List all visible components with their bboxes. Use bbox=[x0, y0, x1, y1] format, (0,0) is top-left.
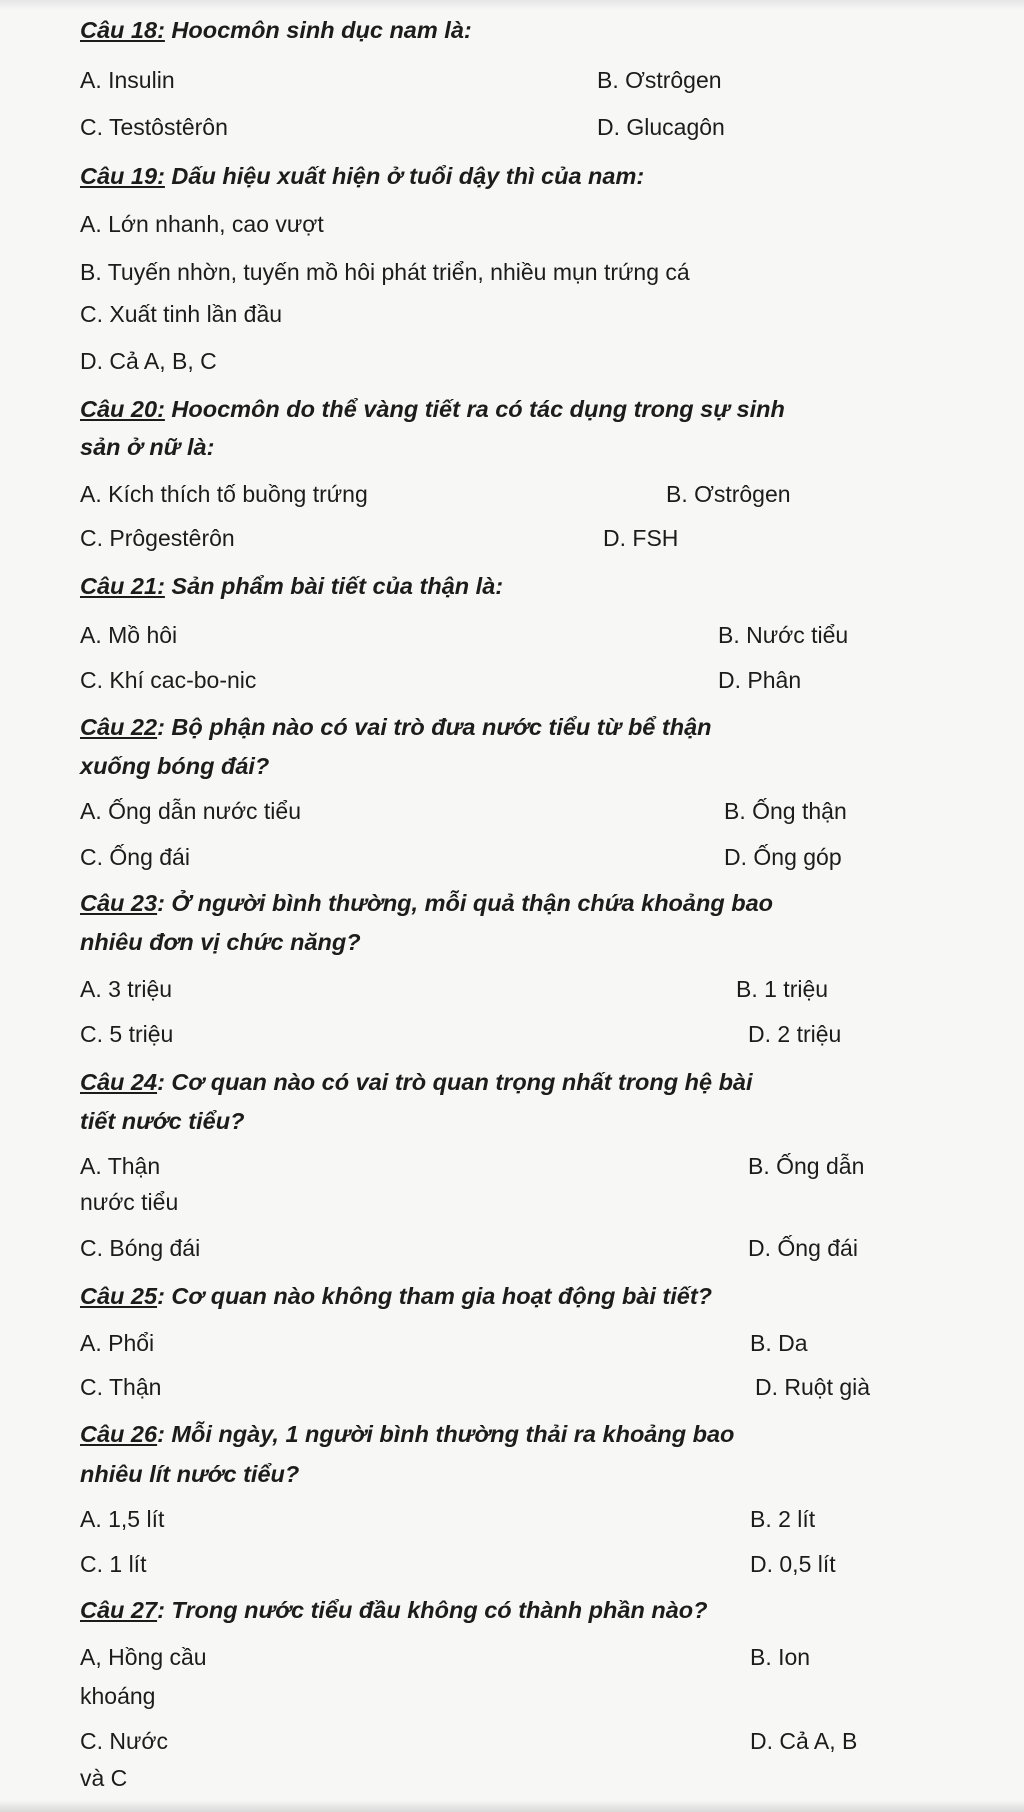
question-22 bbox=[80, 713, 712, 741]
question-19-text: Dấu hiệu xuất hiện ở tuổi dậy thì của nam: bbox=[164, 163, 645, 189]
q26-option-d: D. 0,5 lít bbox=[750, 1551, 836, 1577]
question-26-number: Câu 26 bbox=[80, 1421, 158, 1447]
question-19 bbox=[80, 162, 644, 190]
q27-option-b-continued: khoáng bbox=[80, 1683, 156, 1709]
q24-option-b: B. Ống dẫn bbox=[748, 1153, 865, 1179]
question-26 bbox=[80, 1420, 734, 1448]
q23-option-c: C. 5 triệu bbox=[80, 1021, 174, 1047]
q27-option-a: A, Hồng cầu bbox=[80, 1644, 207, 1670]
q27-option-d-continued: và C bbox=[80, 1765, 128, 1791]
q19-option-b: B. Tuyến nhờn, tuyến mồ hôi phát triển, nhiều mụn trứng cá bbox=[80, 259, 690, 285]
q24-option-c: C. Bóng đái bbox=[80, 1235, 201, 1261]
q19-option-d: D. Cả A, B, C bbox=[80, 348, 217, 374]
question-19-number: Câu 19: bbox=[80, 163, 165, 189]
question-24 bbox=[80, 1068, 753, 1096]
q23-option-b: B. 1 triệu bbox=[736, 976, 829, 1002]
question-26-text: : Mỗi ngày, 1 người bình thường thải ra khoảng bao bbox=[157, 1421, 735, 1447]
q24-option-b-continued: nước tiểu bbox=[80, 1189, 179, 1215]
q26-option-c: C. 1 lít bbox=[80, 1551, 147, 1577]
q18-option-a: A. Insulin bbox=[80, 67, 175, 93]
question-20-line-2: sản ở nữ là: bbox=[80, 434, 215, 460]
question-23 bbox=[80, 889, 773, 917]
q26-option-b: B. 2 lít bbox=[750, 1506, 816, 1532]
q21-option-a: A. Mồ hôi bbox=[80, 622, 178, 648]
q25-option-a: A. Phổi bbox=[80, 1330, 155, 1356]
q22-option-a: A. Ống dẫn nước tiểu bbox=[80, 798, 301, 824]
bottom-edge-shadow bbox=[0, 1800, 1024, 1812]
question-20-number: Câu 20: bbox=[80, 396, 165, 422]
question-24-text: : Cơ quan nào có vai trò quan trọng nhất trong hệ bài bbox=[157, 1069, 753, 1095]
q22-option-b: B. Ống thận bbox=[724, 798, 847, 824]
question-22-text: : Bộ phận nào có vai trò đưa nước tiểu từ bể thận bbox=[157, 714, 712, 740]
q24-option-a: A. Thận bbox=[80, 1153, 161, 1179]
q19-option-a: A. Lớn nhanh, cao vượt bbox=[80, 211, 324, 237]
question-23-line-2: nhiêu đơn vị chức năng? bbox=[80, 929, 361, 955]
question-25-number: Câu 25 bbox=[80, 1283, 158, 1309]
q22-option-d: D. Ống góp bbox=[724, 844, 842, 870]
question-21 bbox=[80, 572, 503, 600]
question-27 bbox=[80, 1596, 707, 1624]
q23-option-d: D. 2 triệu bbox=[748, 1021, 842, 1047]
question-20 bbox=[80, 395, 785, 423]
question-22-line-2: xuống bóng đái? bbox=[80, 753, 270, 779]
q20-option-b: B. Ơstrôgen bbox=[666, 481, 791, 507]
question-26-line-2: nhiêu lít nước tiểu? bbox=[80, 1461, 300, 1487]
q26-option-a: A. 1,5 lít bbox=[80, 1506, 165, 1532]
question-24-number: Câu 24 bbox=[80, 1069, 158, 1095]
question-18 bbox=[80, 16, 472, 44]
question-21-text: Sản phẩm bài tiết của thận là: bbox=[164, 573, 504, 599]
question-27-number: Câu 27 bbox=[80, 1597, 158, 1623]
q20-option-a: A. Kích thích tố buồng trứng bbox=[80, 481, 368, 507]
q22-option-c: C. Ống đái bbox=[80, 844, 190, 870]
q18-option-d: D. Glucagôn bbox=[597, 114, 725, 140]
q27-option-c: C. Nước bbox=[80, 1728, 168, 1754]
q21-option-b: B. Nước tiểu bbox=[718, 622, 849, 648]
question-25 bbox=[80, 1282, 712, 1310]
q27-option-b: B. Ion bbox=[750, 1644, 811, 1670]
q27-option-d: D. Cả A, B bbox=[750, 1728, 858, 1754]
question-23-number: Câu 23 bbox=[80, 890, 158, 916]
question-24-line-2: tiết nước tiểu? bbox=[80, 1108, 245, 1134]
question-18-number: Câu 18: bbox=[80, 17, 165, 43]
question-23-text: : Ở người bình thường, mỗi quả thận chứa khoảng bao bbox=[157, 890, 774, 916]
question-25-text: : Cơ quan nào không tham gia hoạt động bài tiết? bbox=[157, 1283, 713, 1309]
q20-option-c: C. Prôgestêrôn bbox=[80, 525, 235, 551]
question-22-number: Câu 22 bbox=[80, 714, 158, 740]
question-27-text: : Trong nước tiểu đầu không có thành phần nào? bbox=[157, 1597, 708, 1623]
q18-option-b: B. Ơstrôgen bbox=[597, 67, 722, 93]
q20-option-d: D. FSH bbox=[603, 525, 679, 551]
question-21-number: Câu 21: bbox=[80, 573, 165, 599]
q24-option-d: D. Ống đái bbox=[748, 1235, 858, 1261]
q25-option-b: B. Da bbox=[750, 1330, 808, 1356]
q23-option-a: A. 3 triệu bbox=[80, 976, 173, 1002]
q25-option-c: C. Thận bbox=[80, 1374, 162, 1400]
q19-option-c: C. Xuất tinh lần đầu bbox=[80, 301, 283, 327]
q25-option-d: D. Ruột già bbox=[755, 1374, 871, 1400]
question-20-text: Hoocmôn do thể vàng tiết ra có tác dụng trong sự sinh bbox=[164, 396, 785, 422]
q21-option-c: C. Khí cac-bo-nic bbox=[80, 667, 257, 693]
question-18-text: Hoocmôn sinh dục nam là: bbox=[164, 17, 472, 43]
top-edge-shadow bbox=[0, 0, 1024, 10]
q18-option-c: C. Testôstêrôn bbox=[80, 114, 228, 140]
q21-option-d: D. Phân bbox=[718, 667, 802, 693]
